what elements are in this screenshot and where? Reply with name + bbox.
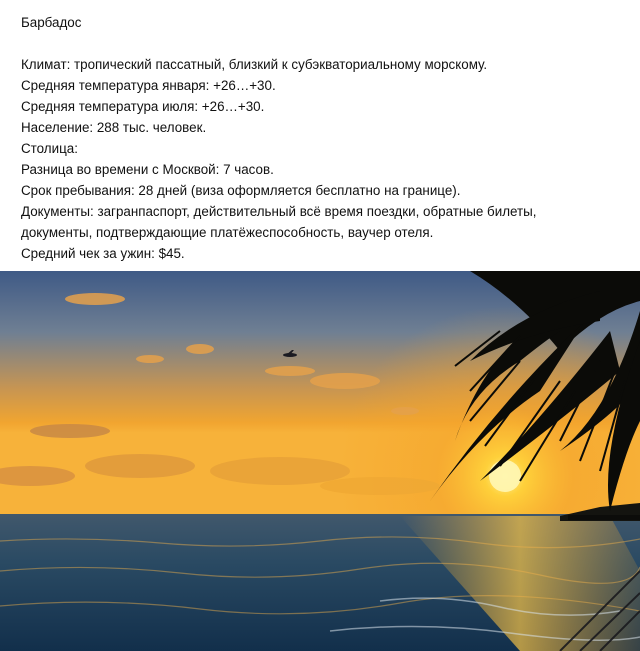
article-text bbox=[21, 12, 621, 264]
climate-line: Климат: тропический пассатный, близкий к субэкваториальному морскому. bbox=[21, 57, 488, 72]
dinner-cost-line: Средний чек за ужин: $45. bbox=[21, 246, 185, 261]
article-title: Барбадос bbox=[21, 15, 82, 30]
time-difference-line: Разница во времени с Москвой: 7 часов. bbox=[21, 162, 274, 177]
documents-continued-line: документы, подтверждающие платёжеспособность, ваучер отеля. bbox=[21, 225, 434, 240]
population-line: Население: 288 тыс. человек. bbox=[21, 120, 207, 135]
july-temp-line: Средняя температура июля: +26…+30. bbox=[21, 99, 265, 114]
stay-duration-line: Срок пребывания: 28 дней (виза оформляется бесплатно на границе). bbox=[21, 183, 461, 198]
sunset-beach-photo bbox=[0, 271, 640, 651]
january-temp-line: Средняя температура января: +26…+30. bbox=[21, 78, 276, 93]
sun bbox=[489, 460, 521, 492]
documents-line: Документы: загранпаспорт, действительный всё время поездки, обратные билеты, bbox=[21, 204, 537, 219]
capital-line: Столица: bbox=[21, 141, 78, 156]
